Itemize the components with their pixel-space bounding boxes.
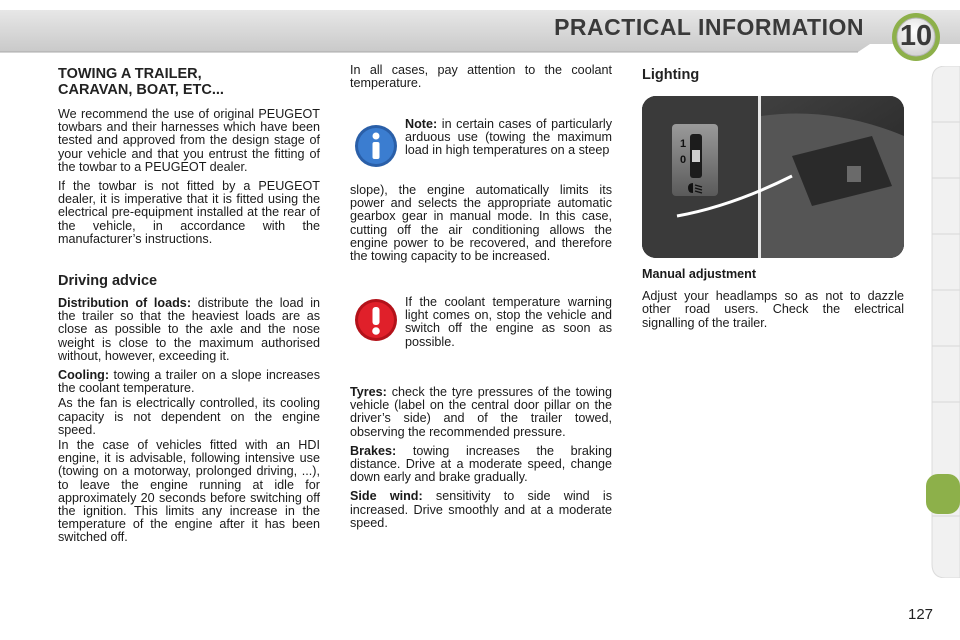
towbar-fitting: If the towbar is not fitted by a PEUGEOT dealer, it is imperative that it is fitted using the electrical pre-equipment installed at the rear of the vehicle, in accordance with the manufacturer’s instructions. [58, 179, 320, 246]
info-icon [354, 124, 398, 168]
note-top [405, 118, 612, 158]
cooling-label: Cooling: [58, 368, 110, 383]
note-text-top: in certain cases of particularly arduous use (towing the maximum load in high temperatures on a steep [405, 117, 612, 158]
manual-adjustment-text: Adjust your headlamps so as not to dazzle other road users. Check the electrical signalling of the trailer. [642, 289, 904, 330]
dial-label-1: 1 [680, 138, 687, 150]
brakes-text: towing increases the braking distance. Drive at a moderate speed, change down early and brake gradually. [350, 443, 612, 485]
side-wind-paragraph [350, 490, 612, 530]
towing-heading-line2: CARAVAN, BOAT, ETC... [58, 82, 224, 98]
brakes-label: Brakes: [350, 443, 397, 458]
dial-label-0: 0 [680, 154, 687, 166]
chapter-badge [886, 10, 946, 62]
active-tab [926, 474, 960, 514]
towing-heading-line1: TOWING A TRAILER, [58, 66, 202, 82]
lighting-heading: Lighting [642, 67, 700, 83]
page-title: PRACTICAL INFORMATION [554, 14, 864, 40]
side-wind-text: sensitivity to side wind is increased. Drive smoothly and at a moderate speed. [350, 489, 613, 530]
towing-heading [58, 66, 320, 98]
column-advice [350, 63, 613, 530]
fan-paragraph: As the fan is electrically controlled, its cooling capacity is not dependent on the engine speed. [58, 396, 320, 437]
page-header [0, 0, 960, 62]
manual-adjustment-heading: Manual adjustment [642, 267, 757, 281]
side-wind-label: Side wind: [350, 489, 423, 504]
column-lighting [642, 64, 904, 330]
towbar-recommendation: We recommend the use of original PEUGEOT towbars and their harnesses which have been tested and approved from the design stage of your vehicle and that you entrust the fitting of the towbar to a PEUGEOT dealer. [58, 107, 320, 174]
coolant-warning: If the coolant temperature warning light comes on, stop the vehicle and switch off the engine as soon as possible. [405, 295, 612, 349]
column-towing [58, 64, 320, 551]
note-bottom: slope), the engine automatically limits its power and selects the appropriate automatic gearbox gear in manual mode. In this case, cutting off the air conditioning allows the engine power to be recovered, and therefore the towing capacity to be increased. [350, 183, 612, 264]
tyres-text: check the tyre pressures of the towing vehicle (label on the central door pillar on the driver’s side) and of the trailer towed, observing the recommended pressure. [350, 385, 612, 439]
distribution-label: Distribution of loads: [58, 296, 192, 311]
coolant-intro: In all cases, pay attention to the coolant temperature. [350, 63, 612, 91]
headlamp-adjuster-photo [642, 96, 904, 258]
chapter-tabs [926, 66, 960, 578]
note-label: Note: [405, 117, 438, 131]
page-number: 127 [908, 606, 934, 623]
tyres-label: Tyres: [350, 385, 387, 399]
tab-strip [926, 66, 960, 578]
manual-adjustment-section [642, 268, 904, 336]
advice-list [350, 386, 612, 536]
tyres-paragraph [350, 386, 612, 439]
cooling-paragraph [58, 369, 320, 395]
cooling-text: towing a trailer on a slope increases the coolant temperature. [58, 368, 320, 396]
exclamation-warning-icon [354, 298, 398, 342]
distribution-text: distribute the load in the trailer so that the heaviest loads are as close as possible to the axle and the nose weight is close to the maximum authorised without, however, exceeding it. [58, 296, 320, 363]
brakes-paragraph [350, 445, 612, 485]
driving-advice-heading: Driving advice [58, 273, 158, 290]
hdi-paragraph: In the case of vehicles fitted with an HDI engine, it is advisable, following intensive use (towing on a motorway, prolonged driving, ...), to leave the engine running at idle for approximately 20 seconds before switching off the ignition. This limits any increase in the temperature of the engine after it has been switched off. [58, 438, 320, 545]
chapter-number: 10 [899, 19, 933, 52]
dashboard-illustration [642, 96, 904, 258]
distribution-paragraph [58, 297, 320, 363]
headlamp-icon [686, 182, 704, 194]
